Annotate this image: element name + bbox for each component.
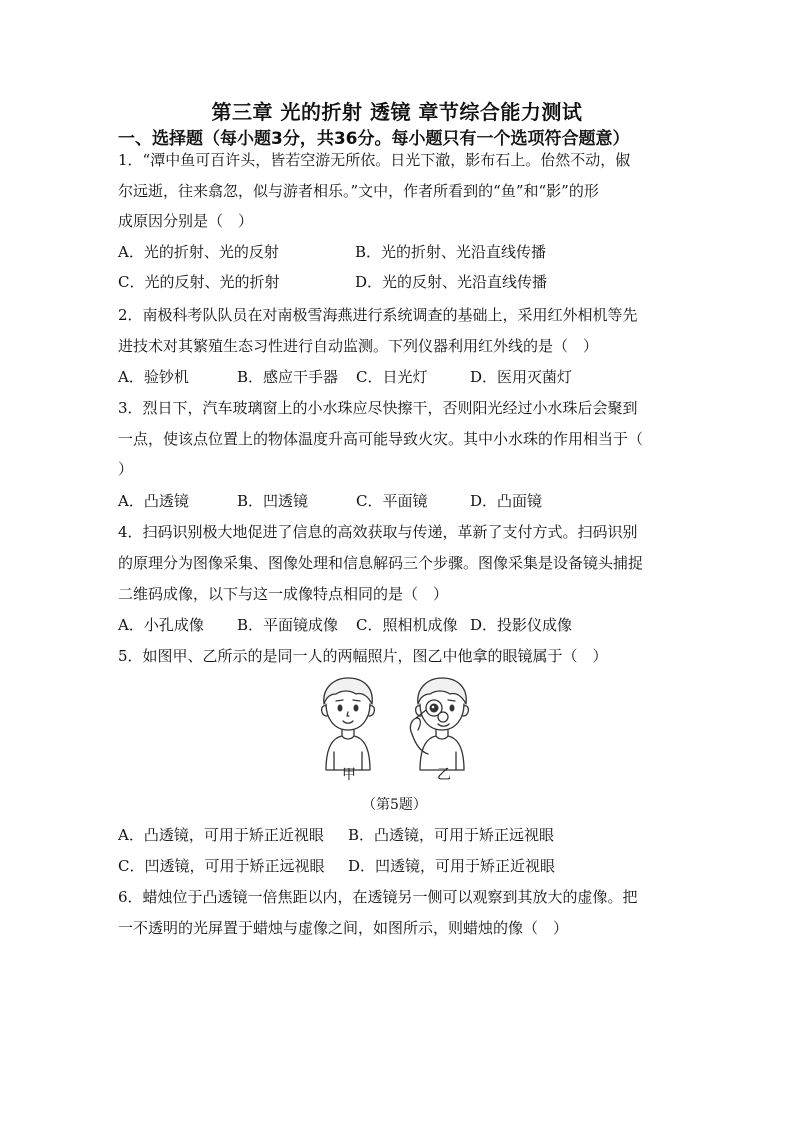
- q6-line-1: 6．蜡烛位于凸透镜一倍焦距以内，在透镜另一侧可以观察到其放大的虚像。把: [118, 888, 638, 906]
- q5-option-d: D．凹透镜，可用于矫正近视眼: [348, 857, 556, 875]
- q1-option-b: B．光的折射、光沿直线传播: [355, 243, 547, 261]
- section-heading: 一、选择题（每小题3分，共36分。每小题只有一个选项符合题意）: [118, 129, 630, 149]
- q5-option-b: B．凸透镜，可用于矫正远视眼: [348, 826, 555, 844]
- q4-line-3: 二维码成像，以下与这一成像特点相同的是（ ）: [118, 585, 449, 603]
- q1-option-d: D．光的反射、光沿直线传播: [355, 273, 548, 291]
- q1-line-3: 成原因分别是（ ）: [118, 212, 254, 230]
- figure-label-jia: 甲: [342, 767, 356, 783]
- q2-option-b: B．感应干手器: [237, 368, 339, 386]
- boy-figure-jia: [322, 678, 375, 770]
- q3-line-2: 一点，使该点位置上的物体温度升高可能导致火灾。其中小水珠的作用相当于（: [118, 430, 644, 448]
- q5-figure: [312, 674, 482, 786]
- q1-option-c: C．光的反射、光的折射: [118, 273, 280, 291]
- q4-option-c: C．照相机成像: [356, 616, 458, 634]
- q1-line-2: 尔远逝，往来翕忽，似与游者相乐。”文中，作者所看到的“鱼”和“影”的形: [118, 182, 599, 200]
- q4-option-b: B．平面镜成像: [237, 616, 339, 634]
- q3-line-1: 3．烈日下，汽车玻璃窗上的小水珠应尽快擦干，否则阳光经过小水珠后会聚到: [118, 399, 638, 417]
- q1-line-1: 1．“潭中鱼可百许头，皆若空游无所依。日光下澈，影布石上。佁然不动，俶: [118, 151, 631, 169]
- q1-option-a: A．光的折射、光的反射: [118, 243, 279, 261]
- figure-caption: （第5题）: [362, 797, 427, 813]
- q6-line-2: 一不透明的光屏置于蜡烛与虚像之间，如图所示，则蜡烛的像（ ）: [118, 919, 569, 937]
- q2-line-1: 2．南极科考队队员在对南极雪海燕进行系统调查的基础上，采用红外相机等先: [118, 306, 638, 324]
- page-title: 第三章 光的折射 透镜 章节综合能力测试: [211, 100, 583, 124]
- q2-option-c: C．日光灯: [356, 368, 428, 386]
- q2-line-2: 进技术对其繁殖生态习性进行自动监测。下列仪器利用红外线的是（ ）: [118, 337, 599, 355]
- q5-option-a: A．凸透镜，可用于矫正近视眼: [118, 826, 324, 844]
- q3-option-b: B．凹透镜: [237, 492, 309, 510]
- q2-option-a: A．验钞机: [118, 368, 189, 386]
- q3-option-d: D．凸面镜: [470, 492, 543, 510]
- q5-line-1: 5．如图甲、乙所示的是同一人的两幅照片，图乙中他拿的眼镜属于（ ）: [118, 647, 608, 665]
- q4-option-a: A．小孔成像: [118, 616, 204, 634]
- boy-figure-yi: [410, 678, 468, 770]
- q4-line-2: 的原理分为图像采集、图像处理和信息解码三个步骤。图像采集是设备镜头捕捉: [118, 554, 644, 572]
- q2-option-d: D．医用灭菌灯: [470, 368, 573, 386]
- q3-option-c: C．平面镜: [356, 492, 428, 510]
- q5-option-c: C．凹透镜，可用于矫正远视眼: [118, 857, 325, 875]
- q4-option-d: D．投影仪成像: [470, 616, 573, 634]
- q3-line-3: ）: [118, 460, 134, 478]
- q3-option-a: A．凸透镜: [118, 492, 189, 510]
- figure-label-yi: 乙: [437, 767, 451, 783]
- q4-line-1: 4．扫码识别极大地促进了信息的高效获取与传递，革新了支付方式。扫码识别: [118, 523, 638, 541]
